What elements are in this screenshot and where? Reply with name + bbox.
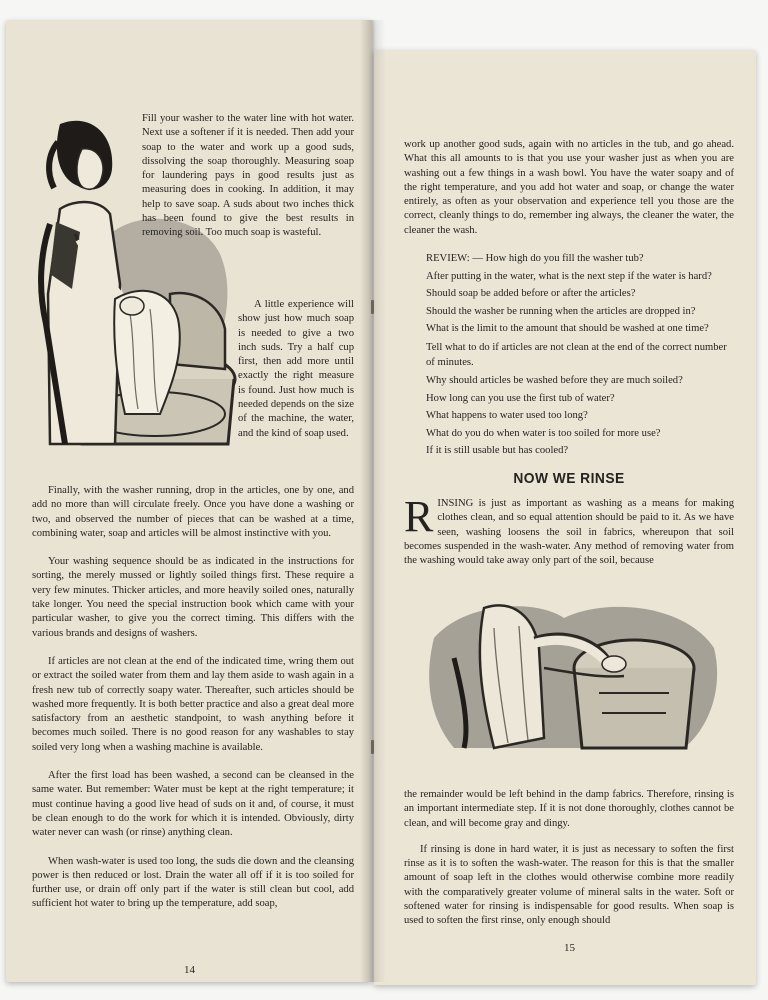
- paragraph-rinse-intro: [404, 492, 734, 568]
- paragraph-sequence: Your washing sequence should be as indicated in the instructions for sorting, the merely mussed or lightly soiled things first. These require a very few minutes. Thicker articles, and more heavily soiled ones, naturally take longer. You need the special instruction book which came with your particular washer, to give you the correct timing. This differs with the various brands and designs of washers.: [32, 556, 354, 639]
- review-question: How long can you use the first tub of water?: [426, 392, 615, 404]
- staple-top: [371, 300, 374, 314]
- paragraph-wash-water: When wash-water is used too long, the suds die down and the cleansing power is then reduced or lost. Drain the water all off if it is too soiled for further use, or drain off only part if the water is still clean but cool, add sufficient hot water to bring up the temperature, add soap,: [32, 855, 354, 910]
- section-heading: NOW WE RINSE: [513, 470, 625, 488]
- paragraph-hard-water: If rinsing is done in hard water, it is just as necessary to soften the first rinse as it is to soften the wash-water. The reason for this is that the smaller amount of soap left in the clothes would otherwise combine more readily with the comparatively greater volume of mineral salts in the water. Soft or softened water for rinsing is indispensable for good results. When soap is used to soften the first rinse, only enough should: [404, 843, 734, 927]
- paragraph-second-load: After the first load has been washed, a second can be cleansed in the same water. But remember: Water must be kept at the right temperature; it must continue having a good live head of suds on it and, of course, it must be clean enough to do the work for which it is intended. Obviously, dirty water never can wash (or rinse) anything clean.: [32, 770, 354, 839]
- staple-bottom: [371, 740, 374, 754]
- page-number-left: 14: [184, 964, 195, 976]
- review-question: If it is still usable but has cooled?: [426, 445, 569, 457]
- review-question: How high do you fill the washer tub?: [485, 253, 644, 265]
- review-question: Should soap be added before or after the articles?: [426, 288, 636, 300]
- drop-cap: R: [404, 492, 434, 542]
- paragraph-finally: Finally, with the washer running, drop in the articles, one by one, and add no more than will circulate freely. Once you have done a washing or two, and observed the number of pieces that can be washed at a time, combining water, soap and articles will be almost instinctive with you.: [32, 485, 354, 539]
- review-question: Tell what to do if articles are not clean at the end of the correct number of minutes.: [426, 342, 727, 369]
- binding-gutter: [360, 20, 386, 982]
- review-question: Should the washer be running when the articles are dropped in?: [426, 305, 696, 317]
- review-section: [404, 250, 734, 460]
- right-top-text: [404, 138, 734, 569]
- intro-paragraph-2: A little experience will show just how much soap is needed to give a two inch suds. Try a half cup first, then add more until exactly the right measure is found. Just how much is needed depends on the size of the machine, the water, and the kind of soap used.: [238, 299, 354, 439]
- review-question: What happens to water used too long?: [426, 410, 588, 422]
- left-body-text: [32, 484, 354, 912]
- paragraph-after-image: the remainder would be left behind in the damp fabrics. Therefore, rinsing is an important intermediate step. If it is not done thoroughly, clothes cannot be clean, and will become gray and dingy.: [404, 789, 734, 829]
- review-question: After putting in the water, what is the next step if the water is hard?: [426, 270, 712, 282]
- intro-paragraph-1: Fill your washer to the water line with hot water. Next use a softener if it is needed. Then add your soap to the water and work up a good suds, dissolving the soap thoroughly. Measuring soap for laundering pays in good results just as measuring does in cooking. In addition, it may help to save soap. A suds about two inches thick has been found to give the best results in removing soil. Too much soap is wasteful.: [142, 113, 354, 239]
- review-question: What is the limit to the amount that should be washed at one time?: [426, 323, 709, 335]
- rinsing-illustration: [424, 598, 724, 758]
- left-page: [6, 20, 372, 982]
- review-first-line: [426, 250, 734, 268]
- page-number-right: 15: [564, 942, 575, 954]
- paragraph-not-clean: If articles are not clean at the end of the indicated time, wring them out or extract the soiled water from them and lay them aside to wash again in a fresh new tub of correctly soapy water. Thereafter, such articles should be washed more frequently. It is both better practice and also a great deal more satisfactory from an aesthetic standpoint, to wash anything before it becomes much soiled. There is no good reason for any washables to stay soiled very long when a washing machine is available.: [32, 655, 354, 753]
- review-question: What do you do when water is too soiled for more use?: [426, 427, 661, 439]
- review-question: Why should articles be washed before they are much soiled?: [426, 375, 683, 387]
- right-bottom-text: [404, 788, 734, 929]
- rinse-intro-text: INSING is just as important as washing as a means for making clothes clean, and so equal attention should be paid to it. As we have seen, washing loosens the soil in fabrics, whereupon that soil becomes suspended in the wash-water. Any method of removing water from the washing would take away only part of the soil, because: [404, 498, 734, 567]
- review-label: REVIEW: —: [426, 253, 483, 265]
- paragraph-continuation: work up another good suds, again with no articles in the tub, and go ahead. What this all amounts to is that you use your washer just as when you are washing out a few things in a wash bowl. You have the water soapy and of the right temperature, and you add hot water and soap, or change the water entirely, as often as your observation and experience tell you those are the correct, cleanly things to do, remember ing always, the cleaner the water, the cleaner the wash.: [404, 139, 734, 236]
- right-page: [374, 50, 756, 985]
